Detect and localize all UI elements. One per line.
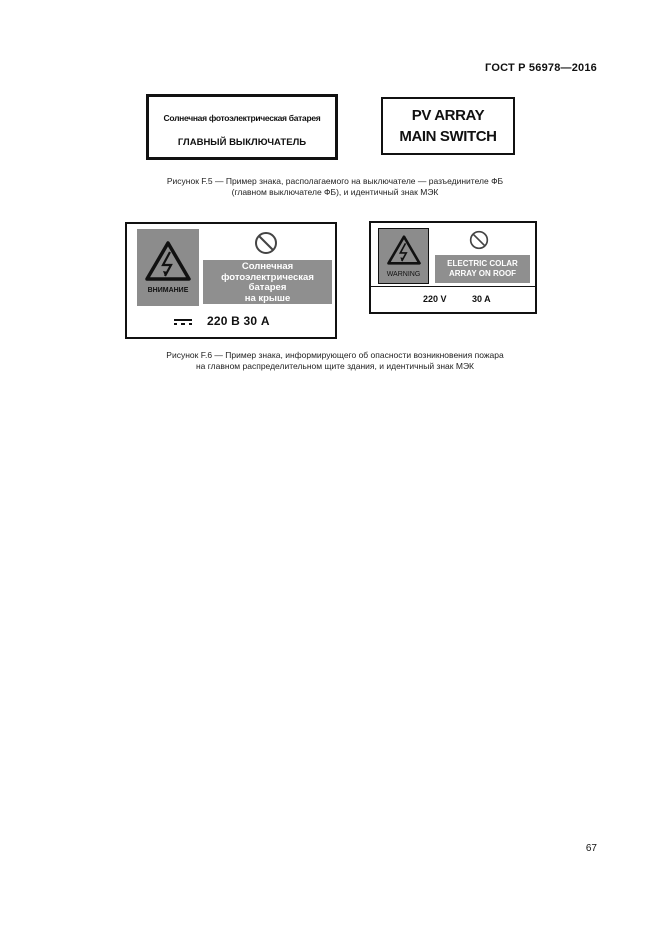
warning-panel [137,229,199,306]
current-rating: 30 A [472,294,491,304]
sign-en-fire-warning [369,221,537,314]
standard-number: ГОСТ Р 56978—2016 [485,62,597,74]
sign-en-line2: MAIN SWITCH [399,128,497,145]
message-line1: Солнечная [241,261,294,272]
warning-label: ВНИМАНИЕ [147,287,189,294]
high-voltage-warning-icon [145,240,191,282]
page-number: 67 [585,843,597,854]
divider [371,286,535,287]
figure-f6-caption-line2: на главном распределительном щите здания, и идентичный знак МЭК [195,361,475,371]
figure-f5-caption-line1: Рисунок F.5 — Пример знака, располагаемого на выключателе — разъединителе ФБ [166,176,504,186]
prohibition-icon [469,230,489,250]
message-line2: ARRAY ON ROOF [448,269,517,278]
prohibition-icon [254,231,278,255]
figure-f5-caption-line2: (главном выключателе ФБ), и идентичный знак МЭК [231,187,439,197]
figure-f5-caption [100,176,570,198]
sign-ru-main-switch [146,94,338,160]
message-box [435,255,530,283]
voltage-rating: 220 V [423,294,447,304]
voltage-current-rating: 220 В 30 А [207,314,270,328]
sign-en-main-switch [381,97,515,155]
dc-symbol-icon [173,318,193,326]
high-voltage-warning-icon [387,234,421,266]
figure-f6-caption [90,350,580,372]
message-line3: на крыше [244,292,291,304]
warning-label: WARNING [386,271,421,278]
message-line2: фотоэлектрическая батарея [221,271,314,293]
message-box [203,260,332,304]
sign-ru-line2: ГЛАВНЫЙ ВЫКЛЮЧАТЕЛЬ [177,137,307,148]
sign-en-line1: PV ARRAY [411,107,485,124]
sign-ru-line1: Солнечная фотоэлектрическая батарея [163,113,321,123]
message-line1: ELECTRIC COLAR [447,259,518,268]
warning-panel [378,228,429,284]
figure-f6-caption-line1: Рисунок F.6 — Пример знака, информирующего об опасности возникновения пожара [166,350,504,360]
sign-ru-fire-warning [125,222,337,339]
